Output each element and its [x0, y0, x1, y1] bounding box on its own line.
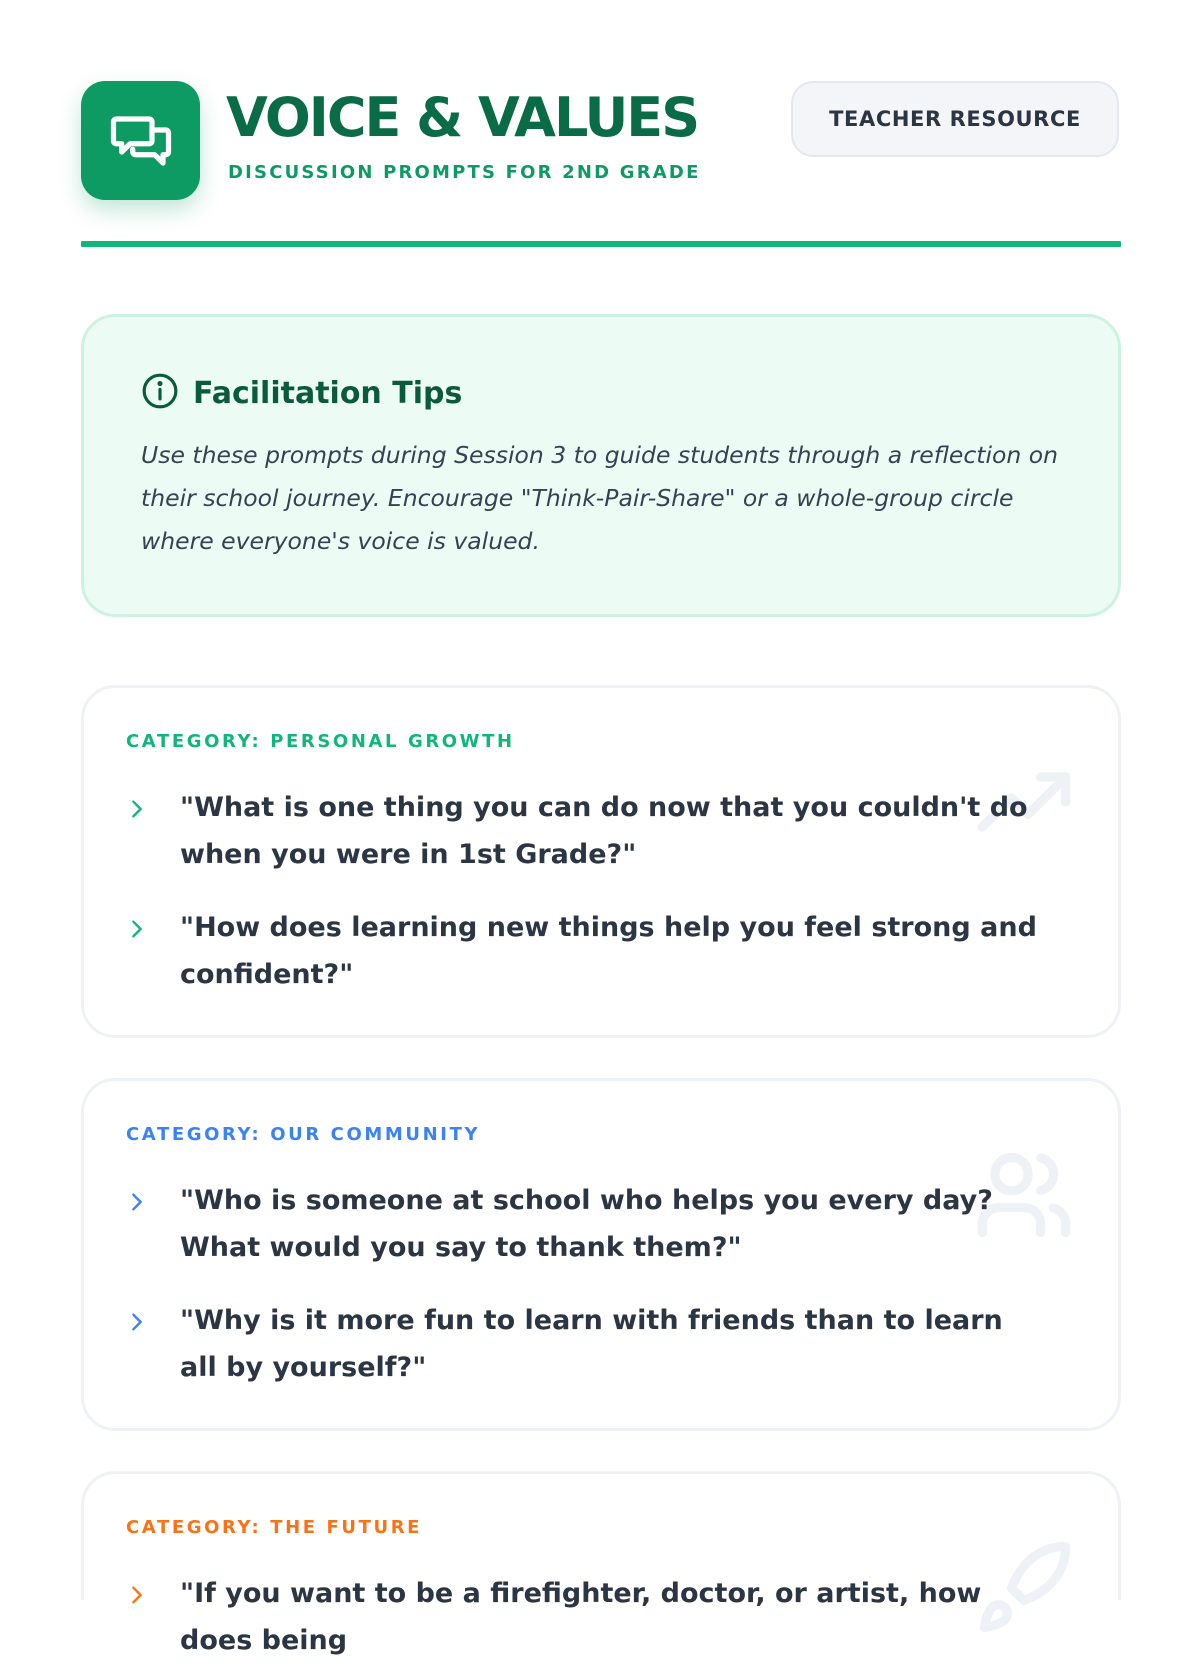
question-text: "Why is it more fun to learn with friends than to learn all by yourself?": [180, 1305, 1003, 1383]
chat-bubbles-icon: [81, 81, 200, 200]
category-label: CATEGORY: PERSONAL GROWTH: [126, 731, 515, 752]
category-card-personal-growth: [81, 685, 1121, 1038]
facilitation-tips-panel: [81, 314, 1121, 617]
category-card-our-community: [81, 1078, 1121, 1431]
category-label: CATEGORY: OUR COMMUNITY: [126, 1124, 481, 1145]
category-card-the-future: [81, 1471, 1121, 1656]
info-icon: [141, 372, 179, 414]
chevron-right-icon: [126, 1191, 148, 1213]
question-text: "If you want to be a firefighter, doctor, or artist, how does being: [180, 1578, 982, 1656]
question-text: "What is one thing you can do now that you couldn't do when you were in 1st Grade?": [180, 792, 1028, 870]
header-divider: [81, 241, 1121, 247]
chevron-right-icon: [126, 1584, 148, 1606]
tips-header: [141, 372, 462, 414]
tips-title: Facilitation Tips: [193, 375, 463, 411]
question-item: [126, 1177, 1040, 1271]
page-subtitle: DISCUSSION PROMPTS FOR 2ND GRADE: [228, 162, 701, 183]
teacher-resource-badge: TEACHER RESOURCE: [791, 81, 1119, 157]
category-label: CATEGORY: THE FUTURE: [126, 1517, 423, 1538]
chevron-right-icon: [126, 798, 148, 820]
page-title: VOICE & VALUES: [226, 86, 699, 149]
question-item: [126, 1570, 1040, 1664]
question-item: [126, 784, 1040, 878]
tips-body: Use these prompts during Session 3 to guide students through a reflection on their school journey. Encourage "Think-Pair-Share" or a whole-group circle where everyone's voice is valued.: [141, 441, 1059, 555]
question-text: "Who is someone at school who helps you every day? What would you say to thank them?": [180, 1185, 993, 1263]
chevron-right-icon: [126, 1311, 148, 1333]
question-text: "How does learning new things help you feel strong and confident?": [180, 912, 1037, 990]
question-item: [126, 904, 1040, 998]
question-item: [126, 1297, 1040, 1391]
chevron-right-icon: [126, 918, 148, 940]
